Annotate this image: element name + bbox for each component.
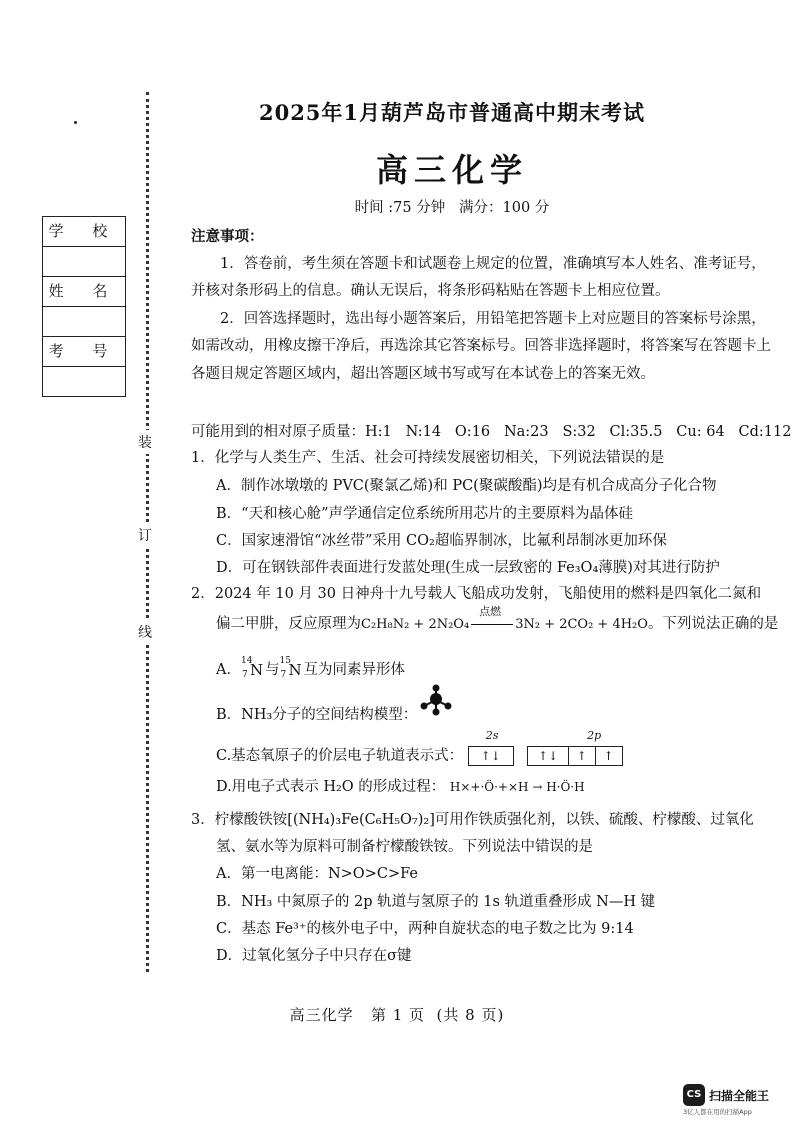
name-label: 姓 名 <box>43 277 125 307</box>
q1-option-b: B．“天和核心舱”声学通信定位系统所用芯片的主要原料为晶体硅 <box>216 506 633 522</box>
q2-c-text: C.基态氧原子的价层电子轨道表示式： <box>216 748 464 764</box>
orbital-2p-box-1: ↑↓ <box>527 746 569 766</box>
nuclide-n14 <box>240 656 265 680</box>
q2-option-d <box>216 775 585 796</box>
nuclide-n15 <box>279 656 303 680</box>
orbital-2s-box: ↑↓ <box>468 746 514 766</box>
page-footer: 高三化学 第 1 页 (共 8 页) <box>289 1006 505 1024</box>
q2-reaction-arrow <box>469 605 515 632</box>
orbital-2p-box-2: ↑ <box>568 746 596 766</box>
q2-a-prefix: A． <box>216 662 241 678</box>
q1-stem: 1．化学与人类生产、生活、社会可持续发展密切相关，下列说法错误的是 <box>191 450 665 466</box>
q2-option-c <box>216 729 621 766</box>
n14-z: 7 <box>241 670 248 680</box>
q2-reactants: C₂H₈N₂ + 2N₂O₄ <box>361 617 470 632</box>
atomic-masses: 可能用到的相对原子质量：H:1 N:14 O:16 Na:23 S:32 Cl:35.5 Cu: 64 Cd:112 <box>191 424 792 440</box>
student-info-box <box>42 216 126 397</box>
scanner-tagline: 3亿人都在用的扫描App <box>683 1108 752 1116</box>
q2-option-a <box>216 658 405 680</box>
q2-stem-suffix: 。下列说法正确的是 <box>647 616 779 632</box>
nh3-model-icon <box>418 684 454 716</box>
q2-d-text: D.用电子式表示 H₂O 的形成过程： <box>216 779 446 795</box>
q2-option-b <box>216 703 417 724</box>
exam-subject: 高三化学 <box>375 151 528 189</box>
q2-stem-line2 <box>216 605 779 633</box>
exam-title: 2025年1月葫芦岛市普通高中期末考试 <box>258 100 646 125</box>
name-field[interactable] <box>43 307 125 337</box>
number-label: 考 号 <box>43 337 125 367</box>
binding-mark-ding: 订 <box>138 523 152 547</box>
q2-b-text: B．NH₃分子的空间结构模型： <box>216 707 418 723</box>
orbital-2p-label: 2p <box>587 729 602 742</box>
n15-symbol: N <box>288 661 302 679</box>
q1-option-c: C．国家速滑馆“冰丝带”采用 CO₂超临界制冰，比氟利昂制冰更加环保 <box>216 533 667 549</box>
q3-stem-line2: 氢、氨水等为原料可制备柠檬酸铁铵。下列说法中错误的是 <box>216 839 593 855</box>
q2-a-mid: 与 <box>264 662 280 678</box>
q2-a-suffix: 互为同素异形体 <box>303 662 405 678</box>
q3-option-a: A．第一电离能：N>O>C>Fe <box>216 866 418 882</box>
q2-stem-line1: 2．2024 年 10 月 30 日神舟十九号载人飞船成功发射，飞船使用的燃料是四氧化二氮和 <box>191 586 762 602</box>
scanner-watermark <box>683 1084 769 1106</box>
q2-condition: 点燃 <box>479 605 502 618</box>
binding-mark-zhuang: 装 <box>138 430 152 454</box>
orbital-2p-box-3: ↑ <box>595 746 623 766</box>
q3-stem-line1: 3．柠檬酸铁铵[(NH₄)₃Fe(C₆H₅O₇)₂]可用作铁质强化剂，以铁、硫酸、柠檬酸、过氧化 <box>191 812 754 828</box>
school-field[interactable] <box>43 247 125 277</box>
q1-option-a: A．制作冰墩墩的 PVC(聚氯乙烯)和 PC(聚碳酸酯)均是有机合成高分子化合物 <box>216 478 717 494</box>
q3-option-b: B．NH₃ 中氮原子的 2p 轨道与氢原子的 1s 轨道重叠形成 N—H 键 <box>216 894 656 910</box>
orbital-2s-label: 2s <box>485 729 499 742</box>
orbital-2p <box>527 729 621 766</box>
orbital-2s <box>468 729 513 766</box>
scanner-name: 扫描全能王 <box>709 1088 770 1103</box>
q3-option-d: D．过氧化氢分子中只存在σ键 <box>216 948 412 964</box>
q2-d-formula: H×+·Ö·+×H → H·Ö·H <box>449 780 585 794</box>
note-item-1: 1．答卷前，考生须在答题卡和试题卷上规定的位置，准确填写本人姓名、准考证号，并核对条形码上的信息。确认无误后，将条形码粘贴在答题卡上相应位置。 <box>191 255 766 299</box>
q3-option-c: C．基态 Fe³⁺的核外电子中，两种自旋状态的电子数之比为 9:14 <box>216 921 634 937</box>
q1-option-d: D．可在钢铁部件表面进行发蓝处理(生成一层致密的 Fe₃O₄薄膜)对其进行防护 <box>216 560 720 576</box>
binding-mark-xian: 线 <box>138 620 152 644</box>
n15-z: 7 <box>280 670 287 680</box>
exam-time-score: 时间 :75 分钟 满分：100 分 <box>354 200 550 216</box>
n14-mass: 14 <box>240 656 253 666</box>
number-field[interactable] <box>43 367 125 396</box>
n14-symbol: N <box>249 661 264 679</box>
scanner-logo-icon: CS <box>683 1084 705 1106</box>
q2-products: 3N₂ + 2CO₂ + 4H₂O <box>515 617 648 632</box>
school-label: 学 校 <box>43 217 125 247</box>
notes-heading: 注意事项： <box>191 228 264 245</box>
q2-stem-prefix: 偏二甲肼，反应原理为 <box>216 616 361 632</box>
n15-mass: 15 <box>279 656 291 666</box>
note-item-2: 2．回答选择题时，选出每小题答案后，用铅笔把答题卡上对应题目的答案标号涂黑，如需改动，用橡皮擦干净后，再选涂其它答案标号。回答非选择题时，将答案写在答题卡上各题目规定答题区域内，超出答题区域书写或写在本试卷上的答案无效。 <box>191 310 771 382</box>
notes-section <box>191 223 771 388</box>
